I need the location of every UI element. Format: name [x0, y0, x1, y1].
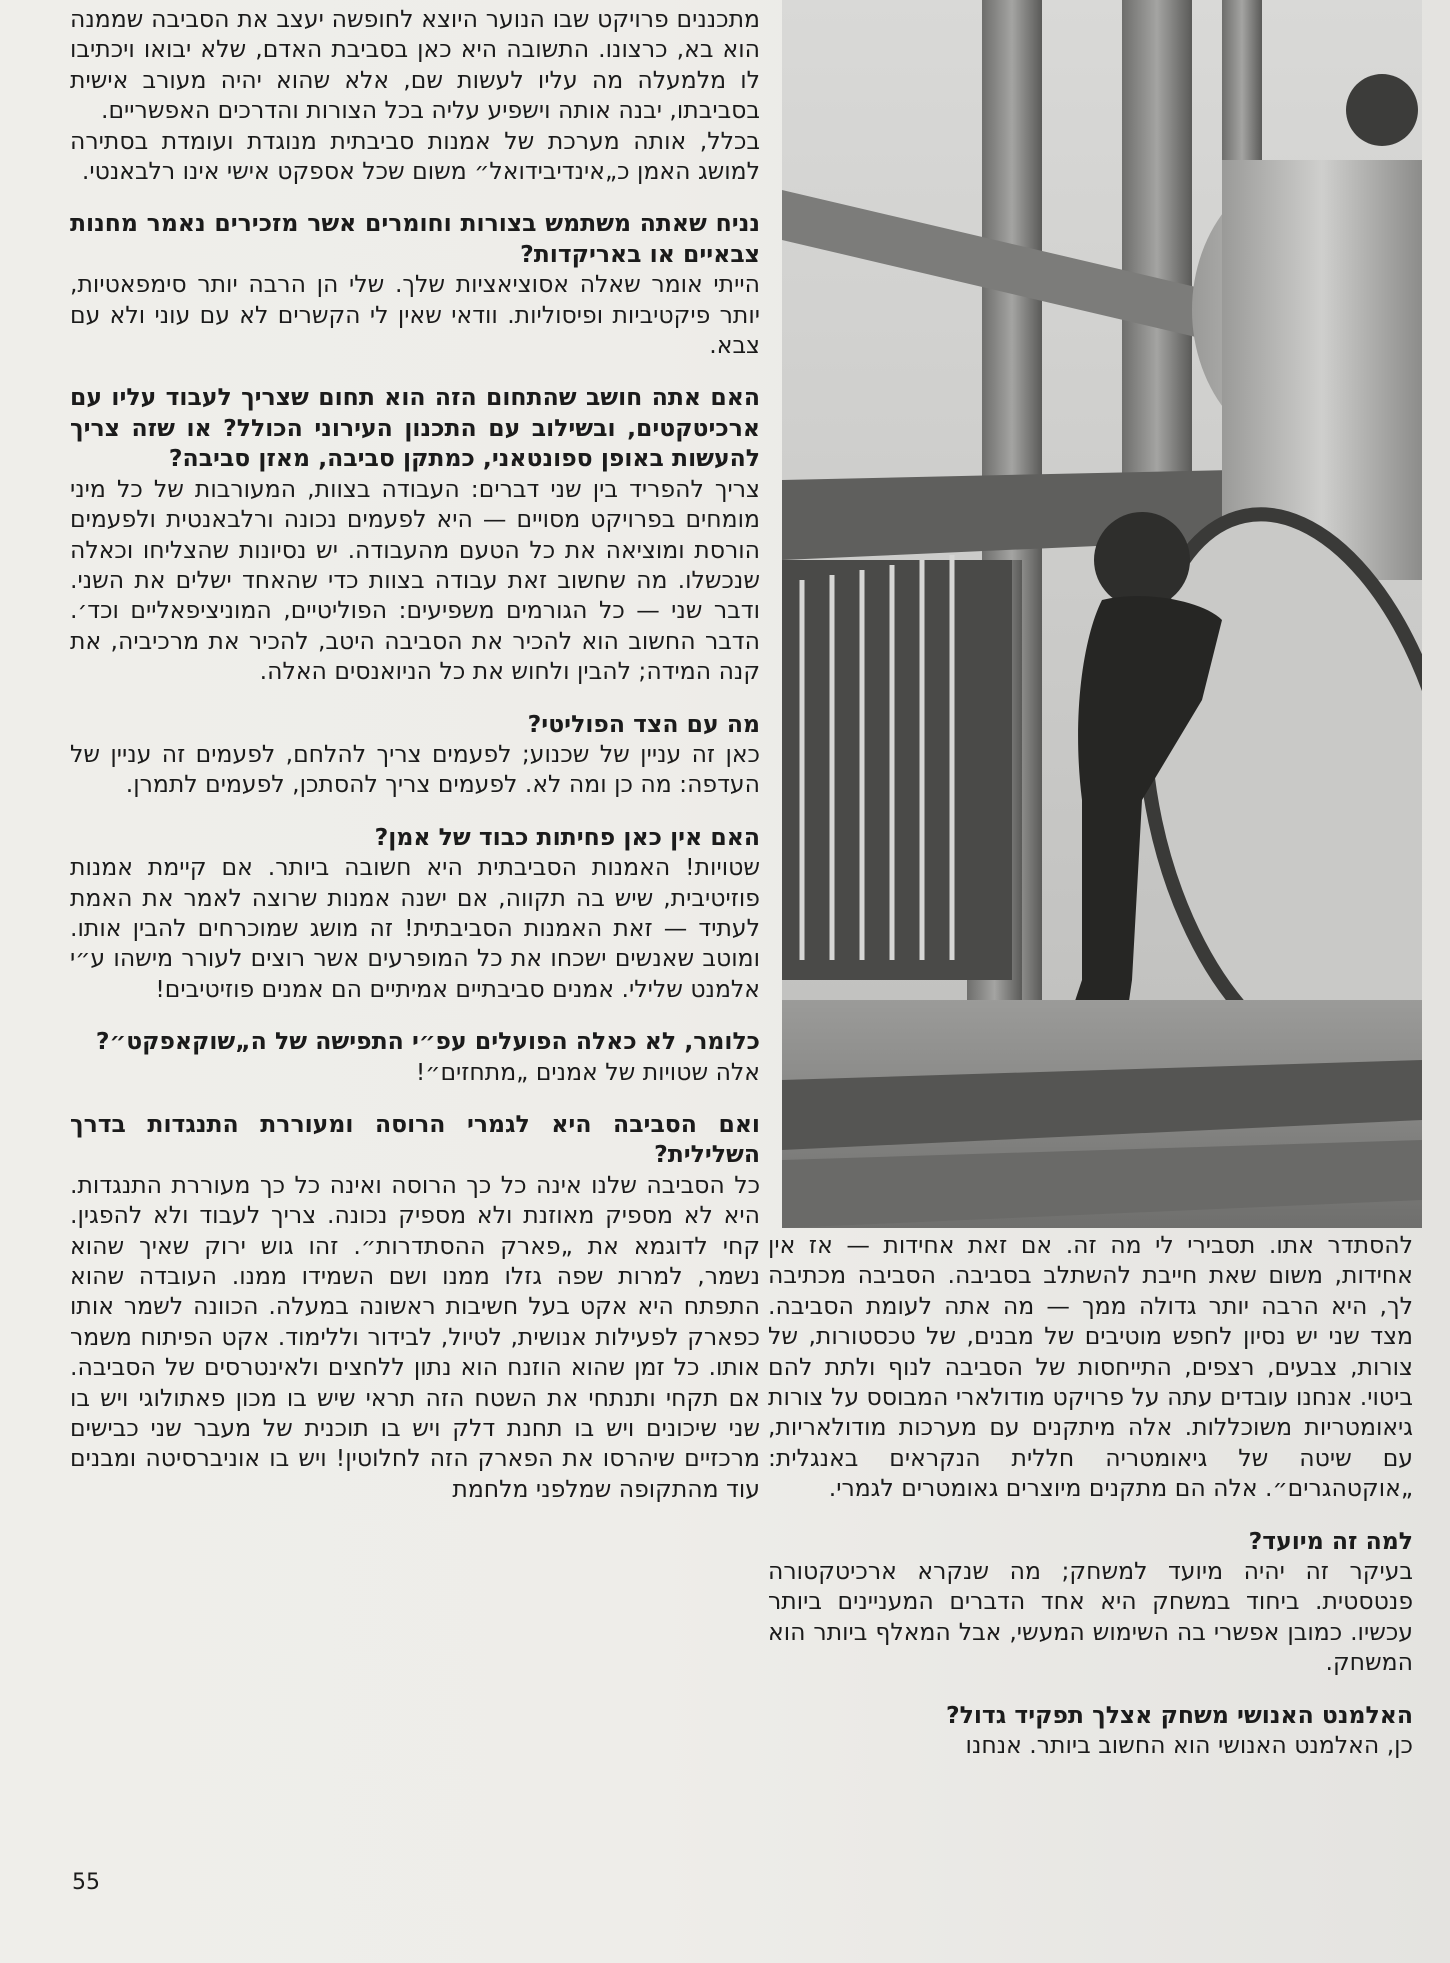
- secondary-column-paragraph: כן, האלמנט האנושי הוא החשוב ביותר. אנחנו: [965, 1731, 1413, 1760]
- main-column-paragraph: בכלל, אותה מערכת של אמנות סביבתית מנוגדת ועומדת בסתירה למושג האמן כ„אינדיבידואל״ משום שכל אספקט אישי אינו רלבאנטי.: [70, 126, 760, 186]
- main-column-question: מה עם הצד הפוליטי?: [527, 709, 760, 738]
- main-column-question: האם אתה חושב שהתחום הזה הוא תחום שצריך לעבוד עליו עם ארכיטקטים, ובשילוב עם התכנון העירוני הכולל? או שזה צריך להעשות באופן ספונטאני, כמתקן סביבה, מאזן סביבה?: [70, 383, 760, 473]
- main-column-paragraph: שטויות! האמנות הסביבתית היא חשובה ביותר. אם קיימת אמנות פוזיטיבית, שיש בה תקווה, אם ישנה אמנות שרוצה לאמר את האמת לעתיד — זאת האמנות הסביבתית! זה מושג שמוכרחים להבין אותו. ומוטב שאנשים ישכחו את כל המופרעים אשר רוצים לעורר מישהו ע״י אלמנט שלילי. אמנים סביבתיים אמיתיים הם אמנים פוזיטיבים!: [70, 853, 760, 1003]
- main-column-question: נניח שאתה משתמש בצורות וחומרים אשר מזכירים נאמר מחנות צבאיים או באריקדות?: [70, 209, 760, 268]
- main-text-column: [70, 4, 760, 1504]
- page-number: 55: [72, 1870, 100, 1895]
- secondary-text-column: [768, 1230, 1413, 1761]
- main-column-question: ואם הסביבה היא לגמרי הרוסה ומעוררת התנגדות בדרך השלילית?: [70, 1110, 760, 1169]
- main-column-paragraph: כאן זה עניין של שכנוע; לפעמים צריך להלחם, לפעמים זה עניין של העדפה: מה כן ומה לא. לפעמים צריך להסתכן, לפעמים לתמרן.: [70, 739, 760, 799]
- secondary-column-question: למה זה מיועד?: [1248, 1526, 1413, 1555]
- main-column-question: האם אין כאן פחיתות כבוד של אמן?: [374, 822, 760, 851]
- main-column-paragraph: הייתי אומר שאלה אסוציאציות שלך. שלי הן הרבה יותר סימפאטיות, יותר פיקטיביות ופיסוליות. וודאי שאין לי הקשרים לא עם עוני ולא עם צבא.: [70, 270, 760, 360]
- main-column-paragraph: אלה שטויות של אמנים „מתחזים״!: [415, 1057, 760, 1086]
- secondary-column-question: האלמנט האנושי משחק אצלך תפקיד גדול?: [946, 1700, 1413, 1729]
- secondary-column-paragraph: בעיקר זה יהיה מיועד למשחק; מה שנקרא ארכיטקטורה פנטסטית. ביחוד במשחק היא אחד הדברים המעניינים ביותר עכשיו. כמובן אפשרי בה השימוש המעשי, אבל המאלף ביותר הוא המשחק.: [768, 1557, 1413, 1677]
- photo-illustration: [782, 0, 1422, 1228]
- secondary-column-paragraph: להסתדר אתו. תסבירי לי מה זה. אם זאת אחידות — אז אין אחידות, משום שאת חייבת להשתלב בסביבה. הסביבה מכתיבה לך, היא הרבה יותר גדולה ממך — מה אתה לעומת הסביבה. מצד שני יש נסיון לחפש מוטיבים של מבנים, של טכסטורות, של צורות, צבעים, רצפים, התייחסות של הסביבה לנוף ולתת להם ביטוי. אנחנו עובדים עתה על פרויקט מודולארי המבוסס על צורות גיאומטריות משוכללות. אלה מיתקנים עם מערכות מודולאריות, עם שיטה של גיאומטריה חללית הנקראים באנגלית: „אוקטהגרים״. אלה הם מתקנים מיוצרים גאומטרים לגמרי.: [768, 1231, 1413, 1503]
- main-column-paragraph: מתכננים פרויקט שבו הנוער היוצא לחופשה יעצב את הסביבה שממנה הוא בא, כרצונו. התשובה היא כאן בסביבת האדם, שלא יבואו ויכתיבו לו מלמעלה מה עליו לעשות שם, אלא שהוא יהיה מעורב אישית בסביבתו, יבנה אותה וישפיע עליה בכל הצורות והדרכים האפשריים.: [70, 5, 760, 125]
- main-column-paragraph: צריך להפריד בין שני דברים: העבודה בצוות, המעורבות של כל מיני מומחים בפרויקט מסויים — היא לפעמים נכונה ורלבאנטית ולפעמים הורסת ומוציאה את כל הטעם מהעבודה. יש נסיונות שהצליחו וכאלה שנכשלו. מה שחשוב זאת עבודה בצוות כדי שהאחד ישלים את השני. ודבר שני — כל הגורמים משפיעים: הפוליטיים, המוניציפאליים וכד׳. הדבר החשוב הוא להכיר את הסביבה היטב, להכיר את מרכיביה, את קנה המידה; להבין ולחוש את כל הניואנסים האלה.: [70, 474, 760, 686]
- main-column-question: כלומר, לא כאלה הפועלים עפ״י התפישה של ה„שוקאפקט״?: [95, 1027, 760, 1056]
- main-column-paragraph: כל הסביבה שלנו אינה כל כך הרוסה ואינה כל כך מעוררת התנגדות. היא לא מספיק מאוזנת ולא מספיק נכונה. צריך לעבוד ולא להפגין. קחי לדוגמא את „פארק ההסתדרות״. זהו גוש ירוק שאיך שהוא נשמר, למרות שפה גזלו ממנו ושם השמידו ממנו. העובדה שהוא התפתח היא אקט בעל חשיבות ראשונה במעלה. הכוונה לשמר אותו כפארק לפעילות אנושית, לטיול, לבידור וללימוד. אקט הפיתוח משמר אותו. כל זמן שהוא הוזנח הוא נתון ללחצים ולאינטרסים של הסביבה. אם תקחי ותנתחי את השטח הזה תראי שיש בו מכון פאתולוגי ויש בו שני שיכונים ויש בו תחנת דלק ויש בו תוכנית של מעבר שני כבישים מרכזיים שיהרסו את הפארק הזה לחלוטין! ויש בו אוניברסיטה ומבנים עוד מהתקופה שמלפני מלחמת: [70, 1170, 760, 1503]
- playground-photo: [782, 0, 1422, 1228]
